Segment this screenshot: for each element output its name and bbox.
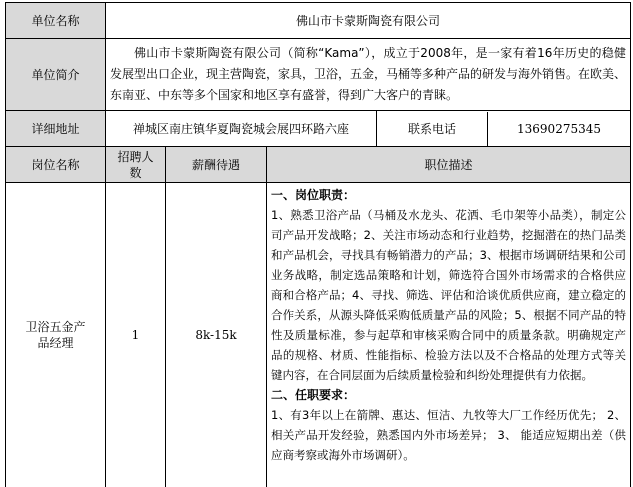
phone-label: 联系电话 bbox=[407, 121, 456, 136]
header-salary: 薪酬待遇 bbox=[166, 147, 267, 183]
job-row bbox=[6, 183, 631, 487]
company-name-row bbox=[6, 3, 631, 39]
company-name-label: 单位名称 bbox=[6, 3, 106, 39]
duties-title: 一、岗位职责： bbox=[271, 188, 356, 202]
job-description bbox=[267, 183, 631, 487]
address-label: 详细地址 bbox=[6, 111, 106, 147]
company-intro-row bbox=[6, 39, 631, 111]
header-position: 岗位名称 bbox=[6, 147, 106, 183]
requirements-text: 1、有3年以上在箭牌、惠达、恒洁、九牧等大厂工作经历优先； 2、相关产品开发经验，熟悉国内外市场差异； 3、 能适应短期出差（供应商考察或海外市场调研）。 bbox=[271, 408, 627, 462]
job-position: 卫浴五金产品经理 bbox=[6, 183, 106, 487]
phone-value: 13690275345 bbox=[487, 112, 630, 146]
jobs-header-row bbox=[6, 147, 631, 183]
company-address-row bbox=[6, 111, 631, 147]
duties-text: 1、熟悉卫浴产品（马桶及水龙头、花洒、毛巾架等小品类），制定公司产品开发战略；2、关注市场动态和行业趋势，挖掘潜在的热门品类和产品机会，寻找具有畅销潜力的产品；3、根据市场调研结果和公司业务战略，制定选品策略和计划，筛选符合国外市场需求的合格供应商和合格产品；4、寻找、筛选、评估和洽谈优质供应商，建立稳定的合作关系，从源头降低采购低质量产品的风险；5、根据不同产品的特性及质量标准，参与起草和审核采购合同中的质量条款。明确规定产品的规格、材质、性能指标、检验方法以及不合格品的处理方式等关键内容，在合同层面为后续质量检验和纠纷处理提供有力依据。 bbox=[271, 208, 627, 382]
phone-cell bbox=[377, 111, 631, 147]
company-intro-text: 佛山市卡蒙斯陶瓷有限公司（简称“Kama”），成立于2008年，是一家有着16年历史的稳健发展型出口企业，现主营陶瓷，家具，卫浴，五金，马桶等多种产品的研发与海外销售。在欧美、东南亚、中东等多个国家和地区享有盛誉，得到广大客户的青睐。 bbox=[106, 39, 631, 111]
requirements-title: 二、任职要求： bbox=[271, 388, 356, 402]
header-description: 职位描述 bbox=[267, 147, 631, 183]
job-salary: 8k-15k bbox=[166, 183, 267, 487]
company-intro-label: 单位简介 bbox=[6, 39, 106, 111]
company-name-value: 佛山市卡蒙斯陶瓷有限公司 bbox=[106, 3, 631, 39]
job-posting-table bbox=[5, 2, 631, 487]
job-count: 1 bbox=[106, 183, 166, 487]
header-count: 招聘人数 bbox=[106, 147, 166, 183]
address-value: 禅城区南庄镇华夏陶瓷城会展四环路六座 bbox=[106, 111, 377, 147]
